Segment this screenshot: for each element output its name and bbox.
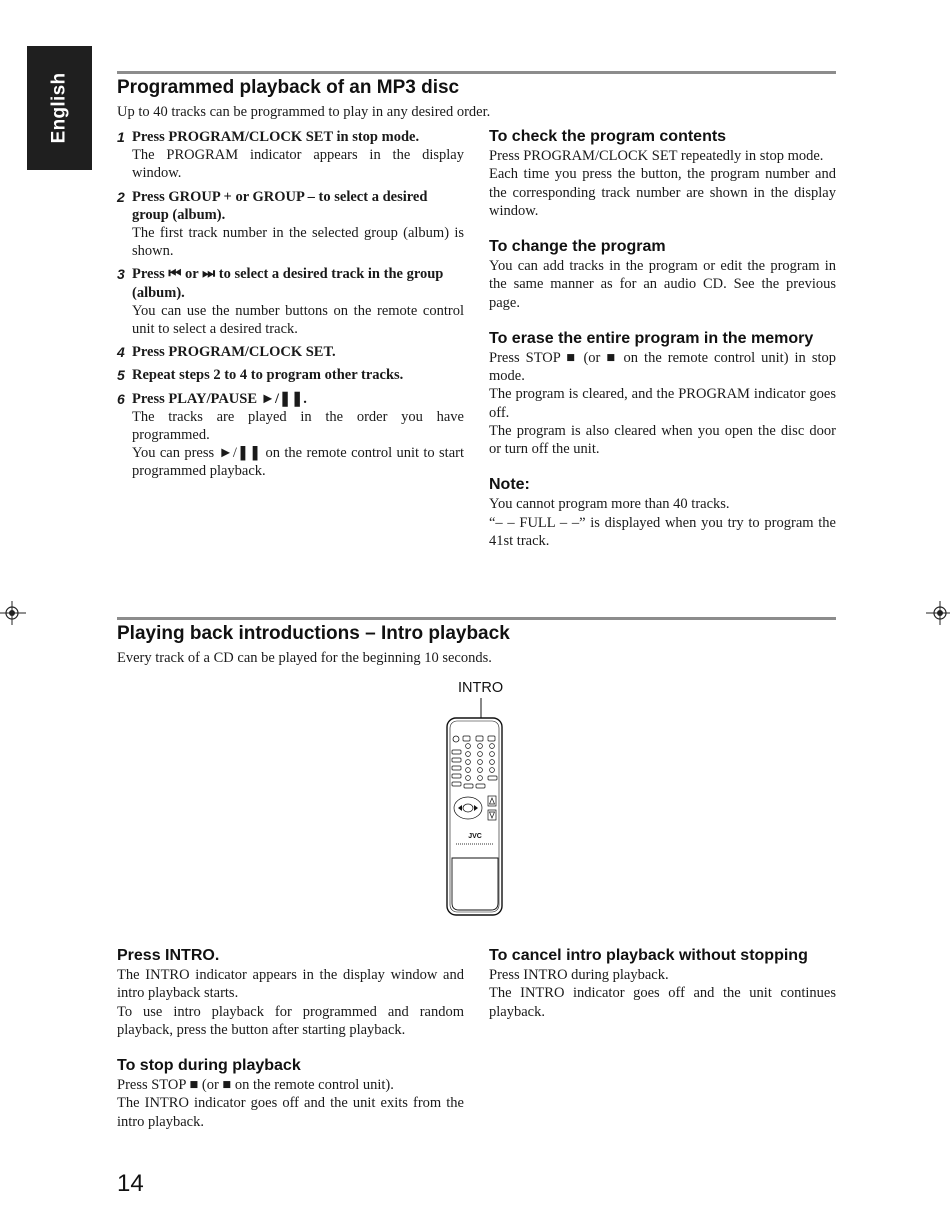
step-4: [117, 343, 464, 361]
stop-playback-heading: To stop during playback: [117, 1057, 301, 1075]
stop-playback-text-2: The INTRO indicator goes off and the unit exits from the intro playback.: [117, 1095, 464, 1130]
step-2: [117, 188, 464, 261]
step-1: [117, 128, 464, 183]
step-5: [117, 366, 464, 384]
stop-playback-section: [117, 1057, 464, 1131]
erase-program-heading: To erase the entire program in the memory: [489, 329, 814, 347]
step-number: 5: [117, 367, 125, 384]
note-section: [489, 476, 836, 550]
erase-program-text-2: The program is cleared, and the PROGRAM indicator goes off.: [489, 386, 836, 421]
press-intro-section: [117, 947, 464, 1039]
section2-intro: Every track of a CD can be played for the beginning 10 seconds.: [117, 650, 492, 666]
change-program-text-1: You can add tracks in the program or edit the program in the same manner as for an audio CD. See the previous page.: [489, 258, 836, 311]
press-intro-heading: Press INTRO.: [117, 947, 220, 964]
section2-rule: [117, 617, 836, 620]
step-description: The PROGRAM indicator appears in the display window.: [132, 147, 464, 182]
change-program-section: [489, 238, 836, 312]
step-number: 4: [117, 344, 125, 361]
note-text-2: “– – FULL – –” is displayed when you try to program the 41st track.: [489, 514, 836, 549]
erase-program-text-1: Press STOP ■ (or ■ on the remote control unit) in stop mode.: [489, 350, 836, 385]
remote-control-illustration: [440, 698, 510, 920]
step-6: [117, 390, 464, 481]
language-tab: [27, 46, 92, 170]
check-program-text-1: Press PROGRAM/CLOCK SET repeatedly in stop mode.: [489, 148, 824, 165]
cancel-intro-section: [489, 947, 836, 1021]
press-intro-text-2: To use intro playback for programmed and random playback, press the button after starting playback.: [117, 1003, 464, 1038]
language-tab-label: English: [48, 72, 70, 144]
step-number: 2: [117, 188, 125, 205]
step-instruction: Press PROGRAM/CLOCK SET in stop mode.: [132, 129, 420, 145]
section1-left-column: [117, 128, 464, 486]
check-program-text-2: Each time you press the button, the program number and the corresponding track number are shown in the display window.: [489, 166, 836, 219]
erase-program-section: [489, 330, 836, 458]
note-text-1: You cannot program more than 40 tracks.: [489, 496, 730, 513]
section2-right-column: [489, 947, 836, 1039]
step-3: [117, 265, 464, 338]
step-number: 3: [117, 266, 125, 283]
note-heading: Note:: [489, 476, 530, 494]
remote-brand-label: JVC: [468, 833, 482, 840]
registration-mark-left-icon: [0, 600, 26, 626]
step-instruction: Press ⏮ or ⏭ to select a desired track in the group (album).: [132, 266, 444, 301]
intro-button-callout: INTRO: [458, 680, 504, 696]
page-number: 14: [117, 1170, 144, 1197]
cancel-intro-text-1: Press INTRO during playback.: [489, 967, 669, 984]
section1-right-column: [489, 128, 836, 568]
section1-rule: [117, 71, 836, 74]
step-instruction: Press PROGRAM/CLOCK SET.: [132, 344, 336, 361]
section2-left-column: [117, 947, 464, 1149]
step-number: 1: [117, 129, 125, 145]
stop-playback-text-1: Press STOP ■ (or ■ on the remote control unit).: [117, 1077, 394, 1094]
erase-program-text-3: The program is also cleared when you open the disc door or turn off the unit.: [489, 422, 836, 458]
cancel-intro-heading: To cancel intro playback without stopping: [489, 947, 808, 964]
step-description: The tracks are played in the order you have programmed.: [132, 408, 464, 444]
press-intro-text-1: The INTRO indicator appears in the display window and intro playback starts.: [117, 967, 464, 1002]
cancel-intro-text-2: The INTRO indicator goes off and the unit continues playback.: [489, 985, 836, 1020]
step-instruction: Press PLAY/PAUSE ►/❚❚.: [132, 390, 307, 407]
step-description-2: You can press ►/❚❚ on the remote control unit to start programmed playback.: [132, 445, 464, 480]
section2-title: Playing back introductions – Intro playback: [117, 623, 510, 644]
step-description: You can use the number buttons on the remote control unit to select a desired track.: [132, 302, 464, 338]
step-instruction: Repeat steps 2 to 4 to program other tracks.: [132, 367, 404, 384]
section1-title: Programmed playback of an MP3 disc: [117, 77, 460, 98]
registration-mark-right-icon: [926, 600, 950, 626]
check-program-section: [489, 128, 836, 220]
step-number: 6: [117, 390, 125, 407]
check-program-heading: To check the program contents: [489, 128, 727, 145]
change-program-heading: To change the program: [489, 238, 666, 256]
step-description: The first track number in the selected group (album) is shown.: [132, 225, 464, 260]
step-instruction: Press GROUP + or GROUP – to select a desired group (album).: [132, 188, 428, 223]
section1-intro: Up to 40 tracks can be programmed to play in any desired order.: [117, 104, 491, 120]
